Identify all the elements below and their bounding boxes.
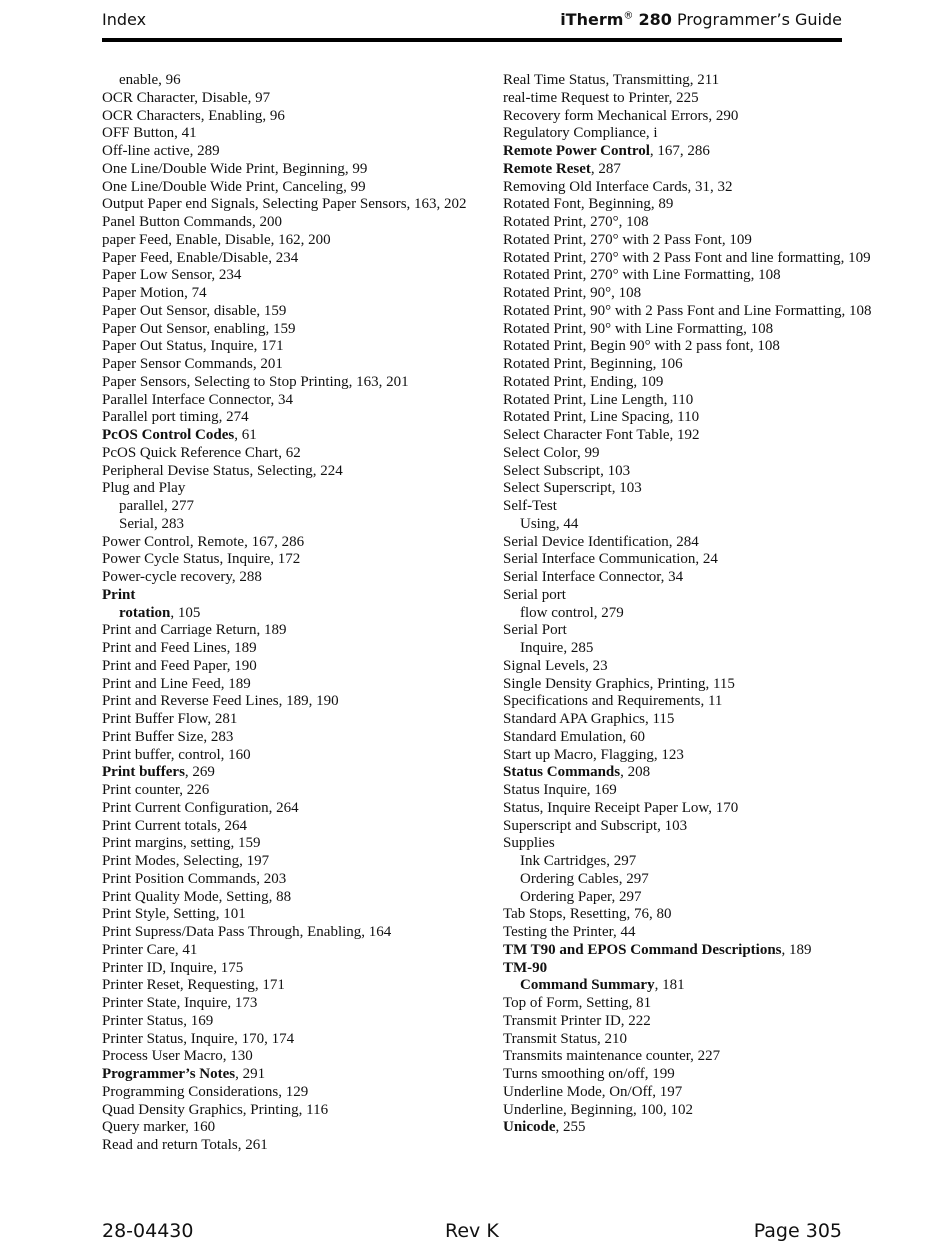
index-entry-text: , 269 xyxy=(184,764,215,781)
index-entry-text: Printer ID, Inquire, 175 xyxy=(102,959,244,976)
index-entry-text: Process User Macro, 130 xyxy=(102,1048,253,1065)
index-entry xyxy=(503,1102,883,1120)
index-entry xyxy=(102,480,482,498)
index-entry-text: Print Buffer Flow, 281 xyxy=(102,711,238,727)
index-entry xyxy=(102,800,482,818)
index-entry-text: Top of Form, Setting, 81 xyxy=(503,995,652,1011)
index-entry-text: Paper Sensors, Selecting to Stop Printing, 163, 201 xyxy=(102,373,409,390)
index-term-bold: TM T90 and EPOS Command Descriptions xyxy=(503,941,782,958)
index-entry-text: Rotated Print, 90° with 2 Pass Font and Line Formatting, 108 xyxy=(503,302,872,319)
index-entry-text: Ordering Cables, 297 xyxy=(520,870,649,887)
index-entry-text: Paper Out Status, Inquire, 171 xyxy=(102,338,284,355)
index-entry-text: Rotated Print, Line Length, 110 xyxy=(503,391,694,408)
index-entry xyxy=(503,551,883,569)
index-entry-text: Tab Stops, Resetting, 76, 80 xyxy=(503,906,672,923)
index-entry-text: One Line/Double Wide Print, Canceling, 99 xyxy=(102,178,366,195)
index-entry xyxy=(102,1102,482,1120)
index-entry xyxy=(503,427,883,445)
index-entry xyxy=(102,392,482,410)
index-column-left xyxy=(102,72,482,1155)
index-term-bold: PcOS Control Codes xyxy=(102,427,235,443)
index-entry xyxy=(503,818,883,836)
index-entry-text: Serial Interface Connector, 34 xyxy=(503,569,684,585)
index-entry-text: Output Paper end Signals, Selecting Paper Sensors, 163, 202 xyxy=(102,196,467,213)
index-entry xyxy=(503,463,883,481)
header-rule xyxy=(102,38,842,42)
index-entry xyxy=(503,250,883,268)
index-entry-text: Self-Test xyxy=(503,498,557,514)
index-entry xyxy=(503,782,883,800)
index-entry-text: Print and Feed Lines, 189 xyxy=(102,640,257,656)
index-entry-text: Using, 44 xyxy=(520,515,579,532)
index-entry-text: Printer Reset, Requesting, 171 xyxy=(102,977,285,994)
index-entry xyxy=(503,1048,883,1066)
index-entry-text: Select Color, 99 xyxy=(503,444,600,461)
index-entry xyxy=(102,729,482,747)
index-entry xyxy=(102,179,482,197)
index-entry-text: Rotated Print, 90° with Line Formatting, 108 xyxy=(503,320,774,337)
index-entry xyxy=(503,640,883,658)
guide-title: Programmer’s Guide xyxy=(676,10,842,29)
index-entry-text: Printer State, Inquire, 173 xyxy=(102,995,258,1011)
index-entry xyxy=(102,267,482,285)
index-entry-text: Plug and Play xyxy=(102,480,186,497)
index-entry-text: Transmits maintenance counter, 227 xyxy=(503,1048,721,1065)
index-entry-text: Print Supress/Data Pass Through, Enabling, 164 xyxy=(102,924,392,940)
index-entry-text: OFF Button, 41 xyxy=(102,125,197,142)
index-entry-text: Regulatory Compliance, i xyxy=(503,125,658,142)
index-entry xyxy=(503,889,883,907)
index-entry xyxy=(102,409,482,427)
index-entry xyxy=(503,179,883,197)
index-entry-text: Select Character Font Table, 192 xyxy=(503,427,700,443)
index-term-bold: Command Summary xyxy=(520,977,655,994)
index-entry-text: Ordering Paper, 297 xyxy=(520,888,642,905)
index-entry xyxy=(503,392,883,410)
index-entry xyxy=(503,161,883,179)
index-term-bold: Remote Reset xyxy=(503,160,591,177)
index-entry-text: Print Current totals, 264 xyxy=(102,817,247,834)
index-entry xyxy=(102,551,482,569)
index-entry xyxy=(102,232,482,250)
index-entry-text: Print and Feed Paper, 190 xyxy=(102,657,257,674)
index-entry-text: Print Current Configuration, 264 xyxy=(102,799,299,816)
index-entry-text: Power Cycle Status, Inquire, 172 xyxy=(102,551,301,568)
index-entry-text: Select Subscript, 103 xyxy=(503,462,631,479)
index-entry-text: Turns smoothing on/off, 199 xyxy=(503,1066,675,1082)
index-entry xyxy=(102,835,482,853)
index-entry-text: Parallel Interface Connector, 34 xyxy=(102,391,293,408)
index-entry-text: Superscript and Subscript, 103 xyxy=(503,817,688,834)
index-entry-text: Select Superscript, 103 xyxy=(503,480,642,497)
index-entry-text: Peripheral Devise Status, Selecting, 224 xyxy=(102,462,343,479)
index-entry-text: , 287 xyxy=(590,160,621,177)
index-entry-text: Print and Line Feed, 189 xyxy=(102,675,251,692)
page-number: Page 305 xyxy=(753,1220,842,1242)
index-entry-text: parallel, 277 xyxy=(119,498,194,514)
index-entry xyxy=(503,1013,883,1031)
index-entry xyxy=(102,764,482,782)
index-entry xyxy=(503,1084,883,1102)
index-entry-text: Serial Port xyxy=(503,622,567,639)
index-entry xyxy=(102,196,482,214)
index-entry-text: Ink Cartridges, 297 xyxy=(520,853,637,869)
index-entry-text: Power-cycle recovery, 288 xyxy=(102,569,262,585)
index-entry xyxy=(102,303,482,321)
index-entry-text: Underline Mode, On/Off, 197 xyxy=(503,1083,683,1100)
index-entry-text: enable, 96 xyxy=(119,72,181,88)
index-entry xyxy=(503,1119,883,1137)
index-entry xyxy=(503,693,883,711)
index-entry xyxy=(102,338,482,356)
index-entry-text: Print buffer, control, 160 xyxy=(102,746,251,763)
index-term-bold: TM-90 xyxy=(503,959,548,976)
model-number: 280 xyxy=(638,10,672,29)
index-entry xyxy=(503,569,883,587)
index-entry xyxy=(503,108,883,126)
index-entry xyxy=(503,232,883,250)
index-entry xyxy=(102,321,482,339)
index-entry-text: Transmit Printer ID, 222 xyxy=(503,1012,651,1029)
index-entry xyxy=(102,356,482,374)
index-entry xyxy=(503,374,883,392)
index-term-bold: Print xyxy=(102,586,136,603)
index-entry-text: One Line/Double Wide Print, Beginning, 99 xyxy=(102,160,368,177)
index-entry-text: Rotated Print, 270°, 108 xyxy=(503,214,649,230)
index-entry-text: Paper Low Sensor, 234 xyxy=(102,267,242,284)
index-entry xyxy=(503,676,883,694)
index-entry xyxy=(102,622,482,640)
index-entry-text: Print Quality Mode, Setting, 88 xyxy=(102,888,292,905)
index-entry-text: flow control, 279 xyxy=(520,604,624,621)
index-entry xyxy=(102,143,482,161)
index-entry xyxy=(102,658,482,676)
index-entry xyxy=(102,711,482,729)
index-entry-text: Paper Out Sensor, disable, 159 xyxy=(102,302,287,319)
index-entry xyxy=(102,942,482,960)
index-entry-text: Print Style, Setting, 101 xyxy=(102,906,246,923)
index-entry-text: Rotated Print, 270° with 2 Pass Font, 109 xyxy=(503,231,752,248)
index-entry-text: Print counter, 226 xyxy=(102,782,210,798)
index-entry xyxy=(102,995,482,1013)
index-entry-text: Paper Sensor Commands, 201 xyxy=(102,356,283,372)
index-term-bold: Status Commands xyxy=(503,764,621,781)
index-entry-text: , 167, 286 xyxy=(649,143,710,159)
index-entry-text: Print and Reverse Feed Lines, 189, 190 xyxy=(102,693,339,710)
index-entry xyxy=(503,516,883,534)
section-title: Index xyxy=(102,10,147,29)
index-entry xyxy=(102,125,482,143)
index-entry xyxy=(102,445,482,463)
index-entry-text: Paper Feed, Enable/Disable, 234 xyxy=(102,249,299,266)
index-entry xyxy=(102,90,482,108)
index-term-bold: Programmer’s Notes xyxy=(102,1066,236,1082)
index-entry xyxy=(503,285,883,303)
index-entry xyxy=(102,1066,482,1084)
index-entry xyxy=(503,409,883,427)
index-entry xyxy=(503,214,883,232)
index-term-bold: Remote Power Control xyxy=(503,143,650,159)
index-entry xyxy=(102,463,482,481)
index-entry-text: , 208 xyxy=(620,764,651,781)
index-entry-text: Paper Motion, 74 xyxy=(102,285,207,301)
index-entry-text: Status Inquire, 169 xyxy=(503,782,617,798)
index-entry xyxy=(102,1137,482,1155)
index-entry-text: , 189 xyxy=(781,941,812,958)
index-entry xyxy=(503,605,883,623)
document-title xyxy=(560,10,842,29)
index-entry-text: Testing the Printer, 44 xyxy=(503,924,636,940)
index-entry-text: Transmit Status, 210 xyxy=(503,1030,628,1047)
index-entry-text: Rotated Print, Ending, 109 xyxy=(503,373,664,390)
index-entry-text: Supplies xyxy=(503,835,555,852)
index-entry-text: , 181 xyxy=(654,977,685,994)
index-entry-text: Printer Care, 41 xyxy=(102,941,198,958)
index-entry-text: Recovery form Mechanical Errors, 290 xyxy=(503,107,739,124)
index-entry xyxy=(102,108,482,126)
index-entry xyxy=(503,1031,883,1049)
index-entry-text: Rotated Print, Beginning, 106 xyxy=(503,356,683,372)
index-entry xyxy=(503,445,883,463)
page-header xyxy=(102,8,842,34)
index-entry xyxy=(102,250,482,268)
index-term-bold: rotation xyxy=(119,604,171,621)
index-entry xyxy=(102,693,482,711)
index-entry xyxy=(503,72,883,90)
index-entry xyxy=(503,338,883,356)
index-entry-text: Rotated Print, 270° with Line Formatting, 108 xyxy=(503,267,781,284)
index-entry-text: paper Feed, Enable, Disable, 162, 200 xyxy=(102,231,331,248)
index-entry-text: Serial, 283 xyxy=(119,515,184,532)
index-entry-text: Panel Button Commands, 200 xyxy=(102,214,282,230)
index-entry-text: Signal Levels, 23 xyxy=(503,657,608,674)
index-entry-text: Print margins, setting, 159 xyxy=(102,835,261,852)
index-entry xyxy=(102,569,482,587)
index-entry xyxy=(503,995,883,1013)
index-entry-text: Rotated Print, Line Spacing, 110 xyxy=(503,409,700,426)
index-entry xyxy=(503,321,883,339)
index-entry xyxy=(503,498,883,516)
index-entry-text: Standard Emulation, 60 xyxy=(503,728,646,745)
index-entry-text: OCR Characters, Enabling, 96 xyxy=(102,107,285,124)
index-entry xyxy=(102,1031,482,1049)
index-entry-text: Single Density Graphics, Printing, 115 xyxy=(503,675,735,692)
index-entry-text: Programming Considerations, 129 xyxy=(102,1083,309,1100)
revision-label: Rev K xyxy=(445,1220,499,1242)
index-entry xyxy=(102,960,482,978)
index-entry xyxy=(102,640,482,658)
index-entry xyxy=(102,1013,482,1031)
index-entry xyxy=(503,658,883,676)
index-entry xyxy=(102,676,482,694)
index-entry xyxy=(503,480,883,498)
index-entry-text: Printer Status, Inquire, 170, 174 xyxy=(102,1030,295,1047)
index-entry xyxy=(503,764,883,782)
index-entry-text: OCR Character, Disable, 97 xyxy=(102,89,271,106)
index-entry xyxy=(503,747,883,765)
index-entry xyxy=(102,977,482,995)
index-entry xyxy=(102,1084,482,1102)
index-entry-text: , 255 xyxy=(555,1119,586,1136)
index-entry-text: Quad Density Graphics, Printing, 116 xyxy=(102,1101,329,1118)
index-entry xyxy=(102,161,482,179)
page-footer xyxy=(102,1220,842,1244)
index-entry xyxy=(102,853,482,871)
index-entry-text: Serial Interface Communication, 24 xyxy=(503,551,718,568)
index-entry-text: Off-line active, 289 xyxy=(102,143,220,159)
index-column-right xyxy=(503,72,883,1137)
index-entry-text: Rotated Print, Begin 90° with 2 pass font, 108 xyxy=(503,338,780,355)
index-entry xyxy=(102,534,482,552)
index-term-bold: Print buffers xyxy=(102,764,185,781)
index-entry-text: Print and Carriage Return, 189 xyxy=(102,622,287,639)
index-entry xyxy=(102,924,482,942)
index-entry xyxy=(102,498,482,516)
index-entry-text: Start up Macro, Flagging, 123 xyxy=(503,746,684,763)
index-entry-text: Standard APA Graphics, 115 xyxy=(503,711,675,727)
index-entry xyxy=(102,516,482,534)
index-entry xyxy=(102,285,482,303)
index-entry xyxy=(102,72,482,90)
index-entry xyxy=(102,214,482,232)
document-number: 28-04430 xyxy=(102,1220,194,1242)
index-entry xyxy=(102,587,482,605)
index-entry-text: Real Time Status, Transmitting, 211 xyxy=(503,72,720,88)
index-entry xyxy=(102,906,482,924)
index-entry xyxy=(102,747,482,765)
index-entry-text: Status, Inquire Receipt Paper Low, 170 xyxy=(503,799,739,816)
index-entry xyxy=(503,267,883,285)
index-entry xyxy=(503,622,883,640)
index-entry-text: Printer Status, 169 xyxy=(102,1012,214,1029)
index-entry-text: Print Buffer Size, 283 xyxy=(102,728,234,745)
index-entry xyxy=(102,889,482,907)
index-entry-text: , 291 xyxy=(235,1066,266,1082)
index-entry-text: Query marker, 160 xyxy=(102,1119,216,1136)
index-entry xyxy=(503,711,883,729)
index-entry xyxy=(102,1119,482,1137)
index-entry xyxy=(503,977,883,995)
index-entry xyxy=(503,90,883,108)
index-entry xyxy=(102,374,482,392)
index-entry-text: Paper Out Sensor, enabling, 159 xyxy=(102,320,296,337)
index-entry xyxy=(503,729,883,747)
index-entry xyxy=(503,125,883,143)
index-entry xyxy=(503,534,883,552)
index-entry-text: real-time Request to Printer, 225 xyxy=(503,89,699,106)
index-entry xyxy=(503,960,883,978)
index-entry-text: Inquire, 285 xyxy=(520,640,594,656)
index-entry xyxy=(102,782,482,800)
index-entry xyxy=(503,835,883,853)
index-entry-text: Serial Device Identification, 284 xyxy=(503,533,699,550)
index-entry xyxy=(503,587,883,605)
index-entry-text: Power Control, Remote, 167, 286 xyxy=(102,533,305,550)
index-entry xyxy=(503,143,883,161)
registered-mark: ® xyxy=(623,10,634,22)
index-entry-text: Serial port xyxy=(503,586,566,603)
index-entry-text: Print Position Commands, 203 xyxy=(102,870,287,887)
index-entry xyxy=(503,924,883,942)
index-entry xyxy=(102,1048,482,1066)
index-entry xyxy=(503,303,883,321)
index-entry-text: Removing Old Interface Cards, 31, 32 xyxy=(503,178,733,195)
index-entry-text: Underline, Beginning, 100, 102 xyxy=(503,1101,693,1118)
index-entry xyxy=(503,853,883,871)
index-entry xyxy=(503,871,883,889)
index-entry xyxy=(503,906,883,924)
index-entry-text: Rotated Font, Beginning, 89 xyxy=(503,196,674,213)
index-entry-text: , 105 xyxy=(170,604,201,621)
index-entry-text: Parallel port timing, 274 xyxy=(102,409,249,426)
index-entry xyxy=(102,427,482,445)
index-entry-text: Read and return Totals, 261 xyxy=(102,1137,268,1153)
index-entry-text: Specifications and Requirements, 11 xyxy=(503,693,723,710)
index-entry-text: , 61 xyxy=(234,427,257,443)
index-term-bold: Unicode xyxy=(503,1119,556,1136)
index-entry-text: Rotated Print, 90°, 108 xyxy=(503,285,642,301)
index-entry xyxy=(503,196,883,214)
index-entry xyxy=(102,818,482,836)
index-entry xyxy=(503,356,883,374)
index-entry xyxy=(503,942,883,960)
index-entry xyxy=(503,1066,883,1084)
index-entry-text: PcOS Quick Reference Chart, 62 xyxy=(102,444,301,461)
index-entry xyxy=(102,605,482,623)
index-entry-text: Print Modes, Selecting, 197 xyxy=(102,853,270,869)
index-entry-text: Rotated Print, 270° with 2 Pass Font and line formatting, 109 xyxy=(503,249,871,266)
brand-name: iTherm xyxy=(560,10,624,29)
index-entry xyxy=(503,800,883,818)
index-entry xyxy=(102,871,482,889)
